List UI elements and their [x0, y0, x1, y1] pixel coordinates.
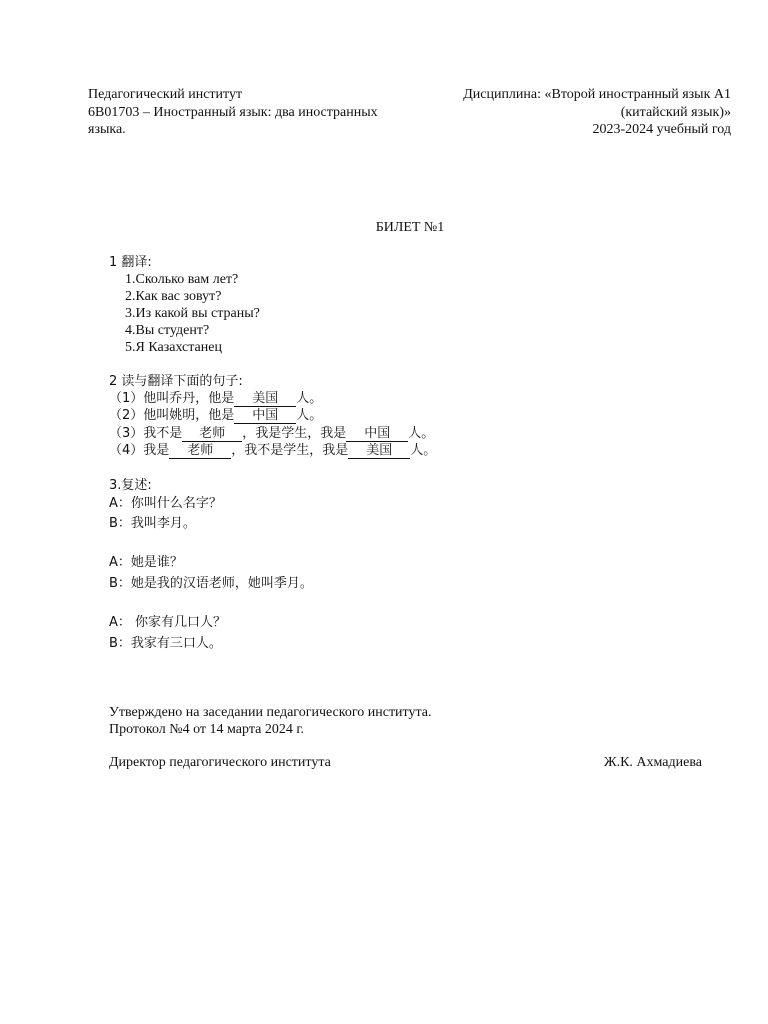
sentence-text: 人。: [296, 408, 323, 423]
discipline-line: Дисциплина: «Второй иностранный язык А1: [463, 87, 731, 102]
approval-note: Утверждено на заседании педагогического института.: [109, 705, 432, 720]
task1-item: 2.Как вас зовут?: [125, 289, 222, 304]
task2-title: 2 读与翻译下面的句子:: [109, 374, 243, 389]
task2-sentence-2: [109, 407, 322, 425]
task1-item: 1.Сколько вам лет?: [125, 272, 239, 287]
sentence-text: （1）他叫乔丹，他是: [109, 391, 235, 406]
academic-year: 2023-2024 учебный год: [592, 122, 731, 137]
task2-sentence-1: [109, 390, 322, 408]
dialog-line-a: A：她是谁？: [109, 555, 183, 570]
institute-name: Педагогический институт: [88, 87, 243, 102]
sentence-text: （3）我不是: [109, 426, 183, 441]
protocol-note: Протокол №4 от 14 марта 2024 г.: [109, 722, 305, 737]
task3-title: 3.复述:: [109, 478, 152, 493]
sentence-text: 人。: [410, 443, 437, 458]
task1-title: 1 翻译:: [109, 255, 152, 270]
dialog-line-b: B：我家有三口人。: [109, 636, 222, 651]
dialog-line-b: B：我叫李月。: [109, 516, 196, 531]
task2-sentence-4: [109, 442, 436, 460]
sentence-text: ，我是学生，我是: [242, 426, 347, 441]
director-name: Ж.К. Ахмадиева: [604, 755, 702, 770]
task1-item: 4.Вы студент?: [125, 323, 210, 338]
dialog-line-b: B：她是我的汉语老师，她叫季月。: [109, 576, 313, 591]
sentence-text: ，我不是学生，我是: [231, 443, 349, 458]
program-code-cont: языка.: [88, 122, 126, 137]
task2-sentence-3: [109, 425, 434, 443]
sentence-text: 人。: [296, 391, 323, 406]
ticket-title: БИЛЕТ №1: [375, 220, 445, 235]
task1-item: 3.Из какой вы страны?: [125, 306, 260, 321]
task1-item: 5.Я Казахстанец: [125, 340, 222, 355]
sentence-text: （2）他叫姚明，他是: [109, 408, 235, 423]
dialog-line-a: A：你叫什么名字？: [109, 496, 222, 511]
director-label: Директор педагогического института: [109, 755, 331, 770]
answer-blank: 老师: [169, 443, 231, 459]
sentence-text: （4）我是: [109, 443, 170, 458]
answer-blank: 美国: [348, 443, 410, 459]
program-code: 6В01703 – Иностранный язык: два иностранных: [88, 105, 378, 120]
dialog-line-a: A： 你家有几口人？: [109, 615, 227, 630]
answer-blank: 中国: [234, 408, 296, 424]
sentence-text: 人。: [408, 426, 435, 441]
discipline-line-cont: (китайский язык)»: [620, 105, 731, 120]
answer-blank: 中国: [346, 426, 408, 442]
answer-blank: 美国: [234, 391, 296, 407]
answer-blank: 老师: [182, 426, 242, 442]
